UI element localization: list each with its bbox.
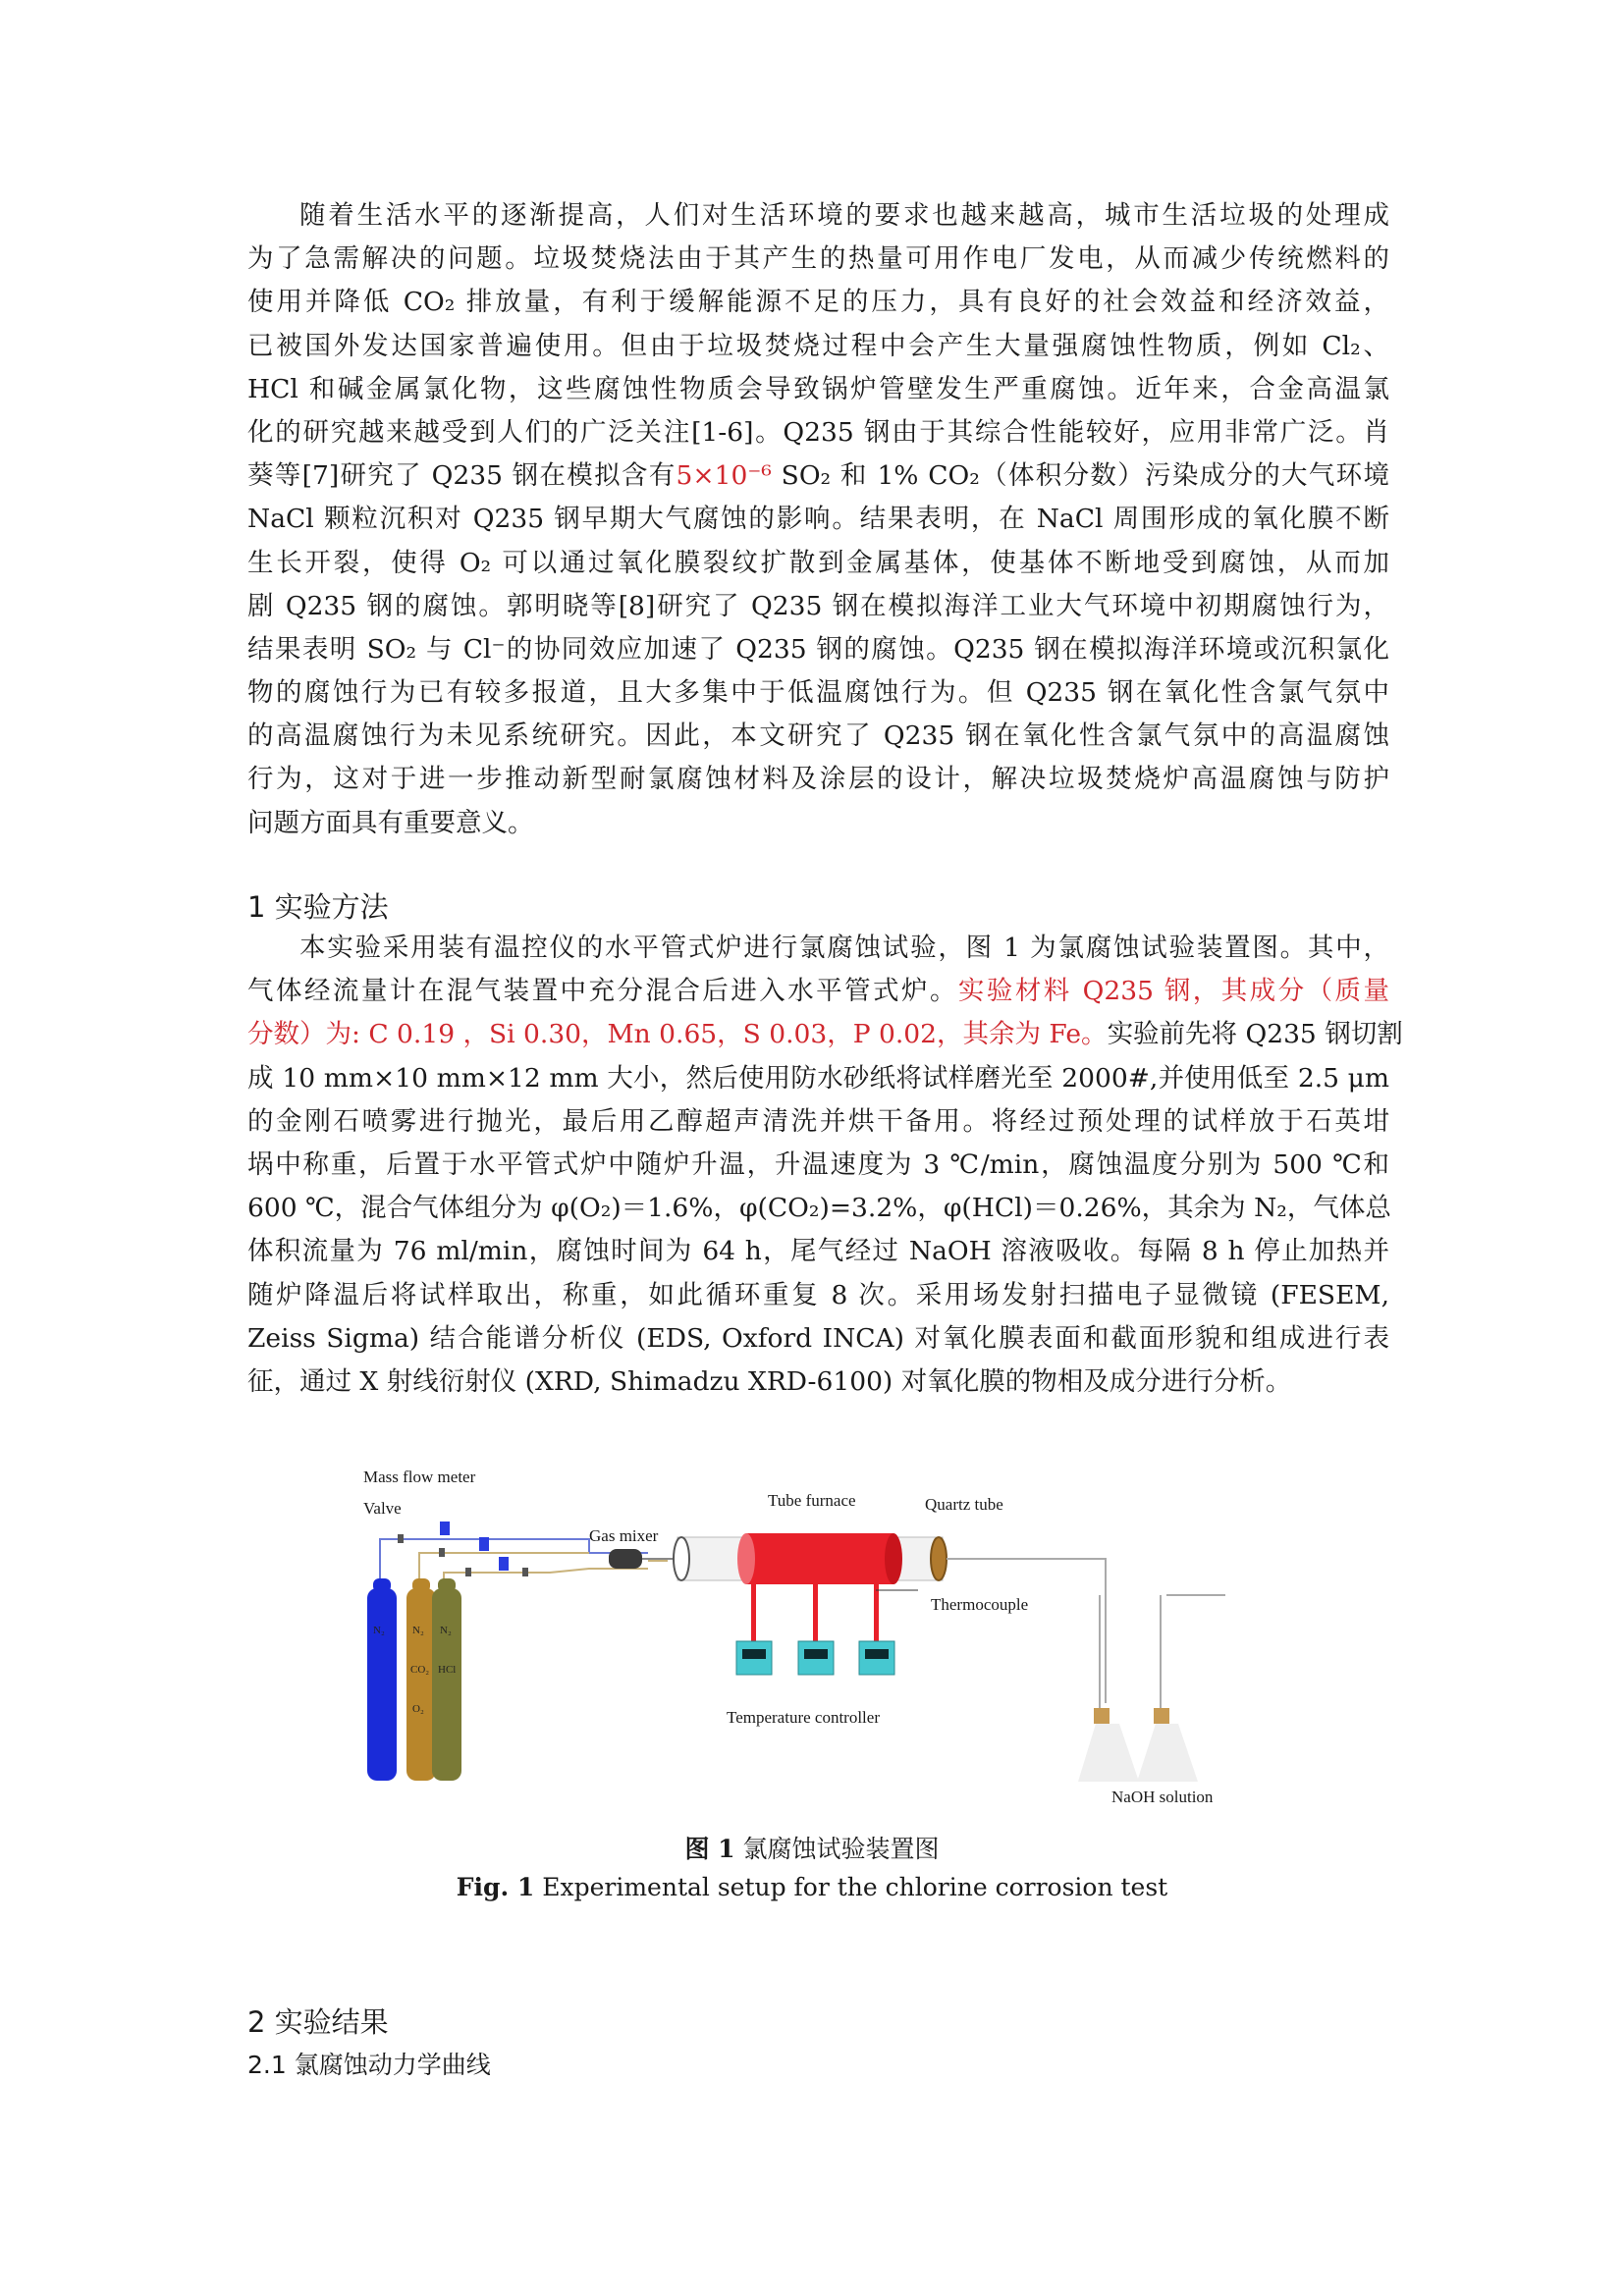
intro-line: 行为，这对于进一步推动新型耐氯腐蚀材料及涂层的设计，解决垃圾焚烧炉高温腐蚀与防护 bbox=[247, 764, 1389, 795]
temperature-controllers bbox=[736, 1641, 894, 1675]
intro-line-start: 葵等[7]研究了 Q235 钢在模拟含有 bbox=[247, 460, 677, 492]
hcl-cylinder bbox=[432, 1588, 461, 1781]
naoh-bottles bbox=[1078, 1708, 1198, 1782]
furnace-end-right bbox=[885, 1533, 902, 1584]
tube-end-right bbox=[931, 1537, 947, 1580]
methods-line bbox=[247, 970, 1389, 1013]
figure-caption-cn bbox=[0, 1830, 1624, 1865]
mass-flow-meter bbox=[499, 1557, 509, 1571]
label-cylinder-n2: N₂ bbox=[373, 1625, 385, 1636]
intro-line: 生长开裂，使得 O₂ 可以通过氧化膜裂纹扩散到金属基体，使基体不断地受到腐蚀，从而加 bbox=[247, 547, 1389, 578]
label-cylinder-n2: N₂ bbox=[440, 1625, 452, 1636]
methods-line: 600 ℃，混合气体组分为 φ(O₂)＝1.6%，φ(CO₂)=3.2%，φ(HCl)＝0.26%，其余为 N₂，气体总 bbox=[247, 1193, 1391, 1224]
methods-line: 的金刚石喷雾进行抛光，最后用乙醇超声清洗并烘干备用。将经过预处理的试样放于石英坩 bbox=[247, 1105, 1389, 1137]
label-mass-flow-meter: Mass flow meter bbox=[363, 1468, 476, 1486]
caption-cn-text: 氯腐蚀试验装置图 bbox=[734, 1835, 940, 1863]
composition-highlight: 分数）为: C 0.19 ，Si 0.30，Mn 0.65，S 0.03，P 0.02，其余为 Fe。 bbox=[247, 1019, 1108, 1050]
methods-line: 体积流量为 76 ml/min，腐蚀时间为 64 h，尾气经过 NaOH 溶液吸收。每隔 8 h 停止加热并 bbox=[247, 1236, 1389, 1267]
intro-line: NaCl 颗粒沉积对 Q235 钢早期大气腐蚀的影响。结果表明，在 NaCl 周围形成的氧化膜不断 bbox=[247, 504, 1389, 535]
label-thermocouple: Thermocouple bbox=[931, 1595, 1029, 1614]
methods-line: Zeiss Sigma) 结合能谱分析仪 (EDS, Oxford INCA) 对氧化膜表面和截面形貌和组成进行表 bbox=[247, 1322, 1389, 1354]
intro-line: 物的腐蚀行为已有较多报道，且大多集中于低温腐蚀行为。但 Q235 钢在氧化性含氯气氛中 bbox=[247, 677, 1389, 709]
bottle-tube bbox=[1161, 1595, 1225, 1713]
methods-line: 随炉降温后将试样取出，称重，如此循环重复 8 次。采用场发射扫描电子显微镜 (FESEM, bbox=[247, 1279, 1389, 1310]
methods-line: 征，通过 X 射线衍射仪 (XRD, Shimadzu XRD-6100) 对氧化膜的物相及成分进行分析。 bbox=[247, 1365, 1292, 1397]
methods-line: 成 10 mm×10 mm×12 mm 大小，然后使用防水砂纸将试样磨光至 2000#,并使用低至 2.5 μm bbox=[247, 1062, 1389, 1094]
n2-cylinder bbox=[367, 1588, 397, 1781]
methods-paragraph bbox=[247, 927, 1403, 1404]
caption-en-text: Experimental setup for the chlorine corrosion test bbox=[534, 1873, 1168, 1901]
section-1-heading: 1 实验方法 bbox=[247, 890, 389, 924]
thermocouple bbox=[813, 1580, 818, 1641]
label-valve: Valve bbox=[363, 1499, 402, 1518]
label-cylinder-n2: N₂ bbox=[412, 1625, 424, 1636]
controller-display bbox=[742, 1649, 766, 1659]
intro-line: 问题方面具有重要意义。 bbox=[247, 807, 534, 838]
methods-line: 埚中称重，后置于水平管式炉中随炉升温，升温速度为 3 ℃/min，腐蚀温度分别为 500 ℃和 bbox=[247, 1148, 1389, 1180]
material-highlight: 实验材料 Q235 钢，其成分（质量 bbox=[957, 976, 1390, 1007]
figure-1-setup-diagram bbox=[353, 1463, 1296, 1816]
mixed-gas-cylinder bbox=[406, 1588, 436, 1781]
intro-line: 已被国外发达国家普遍使用。但由于垃圾焚烧过程中会产生大量强腐蚀性物质，例如 Cl₂、 bbox=[247, 330, 1389, 361]
label-quartz-tube: Quartz tube bbox=[925, 1495, 1003, 1514]
methods-line-start: 气体经流量计在混气装置中充分混合后进入水平管式炉。 bbox=[247, 976, 958, 1007]
gas-cylinders bbox=[367, 1578, 461, 1781]
label-cylinder-hcl: HCl bbox=[438, 1664, 457, 1676]
label-cylinder-o2: O₂ bbox=[412, 1703, 424, 1715]
conical-flask bbox=[1078, 1724, 1139, 1782]
intro-line: 剧 Q235 钢的腐蚀。郭明晓等[8]研究了 Q235 钢在模拟海洋工业大气环境中初期腐蚀行为， bbox=[247, 590, 1389, 621]
caption-cn-label: 图 1 bbox=[684, 1835, 735, 1863]
concentration-highlight: 5×10⁻⁶ bbox=[676, 460, 772, 492]
controller-display bbox=[865, 1649, 889, 1659]
label-cylinder-co2: CO₂ bbox=[410, 1664, 430, 1676]
figure-caption-en bbox=[0, 1873, 1624, 1901]
thermocouple bbox=[751, 1580, 756, 1641]
intro-line: 为了急需解决的问题。垃圾焚烧法由于其产生的热量可用作电厂发电，从而减少传统燃料的 bbox=[247, 243, 1389, 275]
label-tube-furnace: Tube furnace bbox=[768, 1491, 856, 1510]
label-gas-mixer: Gas mixer bbox=[589, 1526, 659, 1545]
tube-furnace bbox=[746, 1533, 893, 1584]
methods-line-tail: 实验前先将 Q235 钢切割 bbox=[1107, 1019, 1403, 1050]
intro-paragraph bbox=[247, 194, 1389, 845]
methods-line bbox=[247, 1013, 1403, 1056]
valve bbox=[522, 1568, 528, 1576]
setup-diagram-svg bbox=[353, 1463, 1296, 1816]
intro-line: 的高温腐蚀行为未见系统研究。因此，本文研究了 Q235 钢在氧化性含氯气氛中的高温腐蚀 bbox=[247, 721, 1389, 752]
methods-line: 本实验采用装有温控仪的水平管式炉进行氯腐蚀试验，图 1 为氯腐蚀试验装置图。其中， bbox=[299, 933, 1389, 963]
valve bbox=[398, 1534, 404, 1543]
section-2-heading: 2 实验结果 bbox=[247, 2005, 389, 2039]
controller-display bbox=[804, 1649, 828, 1659]
valve bbox=[439, 1548, 445, 1557]
intro-line: 结果表明 SO₂ 与 Cl⁻的协同效应加速了 Q235 钢的腐蚀。Q235 钢在模拟海洋环境或沉积氯化 bbox=[247, 633, 1389, 665]
bottle-stopper bbox=[1094, 1708, 1110, 1724]
conical-flask bbox=[1137, 1724, 1198, 1782]
mass-flow-meters bbox=[440, 1522, 509, 1571]
intro-line: HCl 和碱金属氯化物，这些腐蚀性物质会导致锅炉管壁发生严重腐蚀。近年来，合金高温氯 bbox=[247, 373, 1389, 404]
valves bbox=[398, 1534, 528, 1576]
intro-line: 使用并降低 CO₂ 排放量，有利于缓解能源不足的压力，具有良好的社会效益和经济效益， bbox=[247, 287, 1389, 318]
intro-line: 化的研究越来越受到人们的广泛关注[1-6]。Q235 钢由于其综合性能较好，应用非常广泛。肖 bbox=[247, 416, 1389, 448]
intro-line-tail: SO₂ 和 1% CO₂（体积分数）污染成分的大气环境 bbox=[771, 460, 1389, 492]
section-2-1-heading: 2.1 氯腐蚀动力学曲线 bbox=[247, 2051, 491, 2079]
outlet-line bbox=[947, 1559, 1106, 1703]
valve bbox=[465, 1568, 471, 1576]
thermocouple bbox=[874, 1580, 879, 1641]
furnace-end-left bbox=[737, 1533, 755, 1584]
intro-line: 随着生活水平的逐渐提高，人们对生活环境的要求也越来越高，城市生活垃圾的处理成 bbox=[299, 200, 1389, 231]
bottle-stopper bbox=[1154, 1708, 1169, 1724]
thermocouples bbox=[751, 1580, 879, 1641]
caption-en-label: Fig. 1 bbox=[456, 1873, 535, 1901]
hcl-gas-line bbox=[444, 1569, 648, 1757]
mass-flow-meter bbox=[479, 1537, 489, 1551]
intro-line bbox=[247, 454, 1389, 498]
mass-flow-meter bbox=[440, 1522, 450, 1535]
tube-end-left bbox=[674, 1537, 689, 1580]
label-temperature-controller: Temperature controller bbox=[727, 1708, 880, 1727]
gas-mixer bbox=[609, 1549, 642, 1569]
label-naoh-solution: NaOH solution bbox=[1111, 1788, 1214, 1806]
